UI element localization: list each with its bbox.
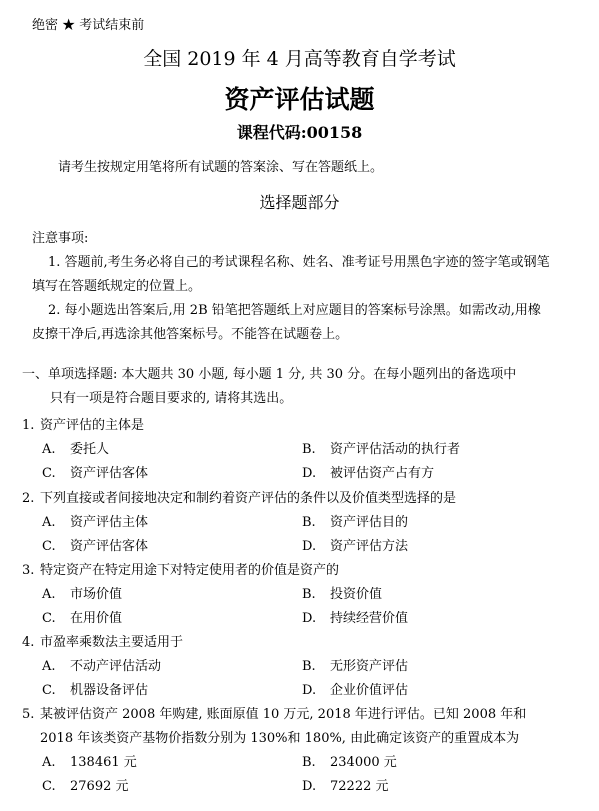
option-letter: C. [42, 466, 56, 481]
option-c [42, 679, 148, 698]
option-letter: D. [302, 611, 317, 626]
option-text: 机器设备评估 [70, 683, 149, 698]
question-stem [22, 414, 144, 433]
option-b [302, 751, 397, 770]
question-number: 2. [22, 491, 35, 506]
option-text: 无形资产评估 [330, 659, 409, 674]
section-heading: 选择题部分 [259, 193, 340, 212]
option-text: 资产评估主体 [70, 515, 149, 530]
question-stem-continued [40, 727, 519, 746]
option-a [42, 751, 137, 770]
option-b [302, 511, 408, 530]
note-line: 1. 答题前,考生务必将自己的考试课程名称、姓名、准考证号用黑色字迹的签字笔或钢笔 [48, 255, 550, 270]
option-c [42, 535, 148, 554]
option-text: 资产评估客体 [70, 466, 149, 481]
option-text: 234000 元 [330, 755, 397, 770]
option-text: 投资价值 [330, 587, 383, 602]
option-letter: A. [42, 515, 56, 530]
option-a [42, 583, 122, 602]
question-number: 3. [22, 563, 35, 578]
question-stem [22, 631, 183, 650]
option-text: 被评估资产占有方 [330, 466, 435, 481]
notes-title: 注意事项: [32, 231, 89, 246]
option-a [42, 655, 161, 674]
option-letter: B. [302, 442, 316, 457]
secret-label: 绝密 ★ 考试结束前 [32, 18, 145, 33]
question-number: 5. [22, 707, 35, 722]
option-text: 市场价值 [70, 587, 123, 602]
option-text: 72222 元 [330, 779, 389, 794]
option-d [302, 679, 408, 698]
question-stem [22, 487, 456, 506]
question-number: 1. [22, 418, 35, 433]
option-text: 资产评估活动的执行者 [330, 442, 461, 457]
option-letter: D. [302, 539, 317, 554]
question-text: 2018 年该类资产基物价指数分别为 130%和 180%, 由此确定该资产的重置成本为 [40, 731, 520, 746]
option-c [42, 775, 129, 794]
question-text: 市盈率乘数法主要适用于 [40, 635, 184, 650]
option-a [42, 438, 109, 457]
option-text: 资产评估客体 [70, 539, 149, 554]
question-stem [22, 703, 526, 722]
option-letter: D. [302, 779, 317, 794]
option-letter: D. [302, 683, 317, 698]
option-letter: C. [42, 683, 56, 698]
option-d [302, 607, 408, 626]
option-letter: A. [42, 659, 56, 674]
option-letter: B. [302, 587, 316, 602]
option-c [42, 462, 148, 481]
option-b [302, 655, 408, 674]
part-title-continued: 只有一项是符合题目要求的, 请将其选出。 [50, 391, 293, 406]
option-d [302, 775, 389, 794]
note-line: 皮擦干净后,再选涂其他答案标号。不能答在试题卷上。 [32, 327, 349, 342]
exam-title: 全国 2019 年 4 月高等教育自学考试 [143, 48, 456, 70]
option-letter: B. [302, 515, 316, 530]
option-letter: A. [42, 755, 56, 770]
option-letter: A. [42, 587, 56, 602]
part-title: 一、单项选择题: 本大题共 30 小题, 每小题 1 分, 共 30 分。在每小题列出的备选项中 [22, 367, 517, 382]
question-text: 资产评估的主体是 [40, 418, 145, 433]
option-letter: C. [42, 539, 56, 554]
option-text: 资产评估目的 [330, 515, 409, 530]
option-letter: A. [42, 442, 56, 457]
option-text: 委托人 [70, 442, 110, 457]
note-line: 2. 每小题选出答案后,用 2B 铅笔把答题纸上对应题目的答案标号涂黑。如需改动,用橡 [48, 303, 541, 318]
option-letter: D. [302, 466, 317, 481]
question-text: 特定资产在特定用途下对特定使用者的价值是资产的 [40, 563, 340, 578]
question-number: 4. [22, 635, 35, 650]
question-text: 某被评估资产 2008 年购建, 账面原值 10 万元, 2018 年进行评估。已知 2008 年和 [40, 707, 527, 722]
option-text: 在用价值 [70, 611, 123, 626]
option-d [302, 462, 434, 481]
option-letter: C. [42, 779, 56, 794]
option-letter: C. [42, 611, 56, 626]
option-letter: B. [302, 659, 316, 674]
option-c [42, 607, 122, 626]
option-b [302, 438, 460, 457]
option-text: 企业价值评估 [330, 683, 409, 698]
question-text: 下列直接或者间接地决定和制约着资产评估的条件以及价值类型选择的是 [40, 491, 457, 506]
subject-title: 资产评估试题 [224, 85, 375, 114]
option-letter: B. [302, 755, 316, 770]
note-line: 填写在答题纸规定的位置上。 [32, 279, 202, 294]
option-a [42, 511, 148, 530]
option-text: 不动产评估活动 [70, 659, 162, 674]
answer-instruction: 请考生按规定用笔将所有试题的答案涂、写在答题纸上。 [58, 160, 384, 175]
option-text: 持续经营价值 [330, 611, 409, 626]
course-code: 课程代码:00158 [236, 123, 363, 142]
option-text: 资产评估方法 [330, 539, 409, 554]
option-text: 138461 元 [70, 755, 137, 770]
option-b [302, 583, 382, 602]
option-text: 27692 元 [70, 779, 129, 794]
question-stem [22, 559, 339, 578]
option-d [302, 535, 408, 554]
